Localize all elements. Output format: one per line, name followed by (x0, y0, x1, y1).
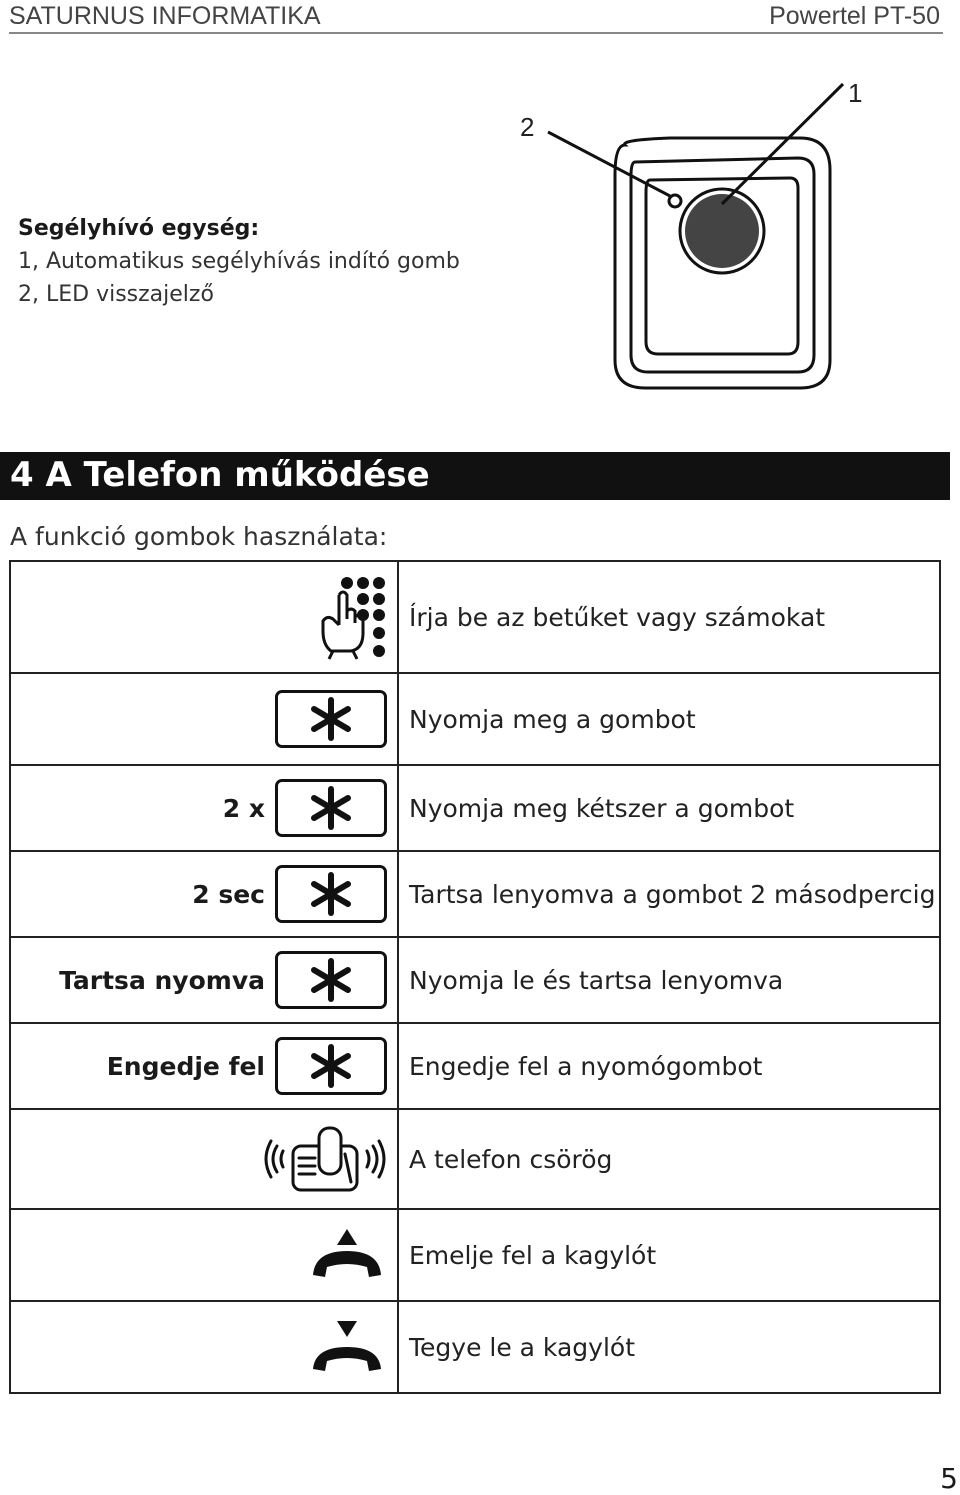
row-prefix: Tartsa nyomva (59, 965, 265, 995)
section-title: 4 A Telefon működése (10, 455, 430, 495)
table-row (10, 765, 940, 851)
pick-up-handset-icon (307, 1227, 387, 1283)
table-row (10, 1209, 940, 1301)
table-row (10, 937, 940, 1023)
device-item-2: 2, LED visszajelző (18, 282, 214, 307)
row-description: Nyomja meg a gombot (409, 704, 696, 734)
ringing-phone-icon (263, 1124, 387, 1194)
row-description: Tegye le a kagylót (409, 1332, 636, 1362)
row-description: Írja be az betűket vagy számokat (409, 602, 826, 632)
row-description: Tartsa lenyomva a gombot 2 másodpercig (409, 879, 936, 909)
star-key-icon (275, 1037, 387, 1095)
row-prefix: 2 sec (192, 879, 265, 909)
header-left-title: SATURNUS INFORMATIKA (9, 2, 321, 30)
row-description: Emelje fel a kagylót (409, 1240, 657, 1270)
table-row (10, 673, 940, 765)
led-graphic (669, 195, 681, 207)
hang-up-handset-icon (307, 1319, 387, 1375)
emergency-unit-illustration (500, 70, 863, 400)
star-key-icon (275, 865, 387, 923)
intro-text: A funkció gombok használata: (10, 522, 388, 551)
table-row (10, 1301, 940, 1393)
row-prefix: Engedje fel (106, 1051, 265, 1081)
header-divider (9, 32, 943, 34)
star-key-icon (275, 951, 387, 1009)
row-description: A telefon csörög (409, 1144, 613, 1174)
row-prefix: 2 x (222, 793, 265, 823)
section-title-bar (0, 452, 950, 500)
device-title: Segélyhívó egység: (18, 216, 260, 241)
table-row (10, 561, 940, 673)
header-right-title: Powertel PT-50 (769, 2, 940, 30)
row-description: Nyomja meg kétszer a gombot (409, 793, 795, 823)
callout-2: 2 (520, 112, 535, 142)
function-buttons-table (9, 560, 941, 1394)
row-description: Nyomja le és tartsa lenyomva (409, 965, 784, 995)
star-key-icon (275, 779, 387, 837)
callout-1: 1 (848, 78, 863, 108)
table-row (10, 1023, 940, 1109)
row-description: Engedje fel a nyomógombot (409, 1051, 763, 1081)
table-row (10, 851, 940, 937)
device-item-1: 1, Automatikus segélyhívás indító gomb (18, 249, 460, 274)
keypad-hand-icon (317, 575, 387, 659)
device-description (18, 212, 460, 311)
table-row (10, 1109, 940, 1209)
star-key-icon (275, 690, 387, 748)
page-number: 5 (940, 1462, 958, 1495)
